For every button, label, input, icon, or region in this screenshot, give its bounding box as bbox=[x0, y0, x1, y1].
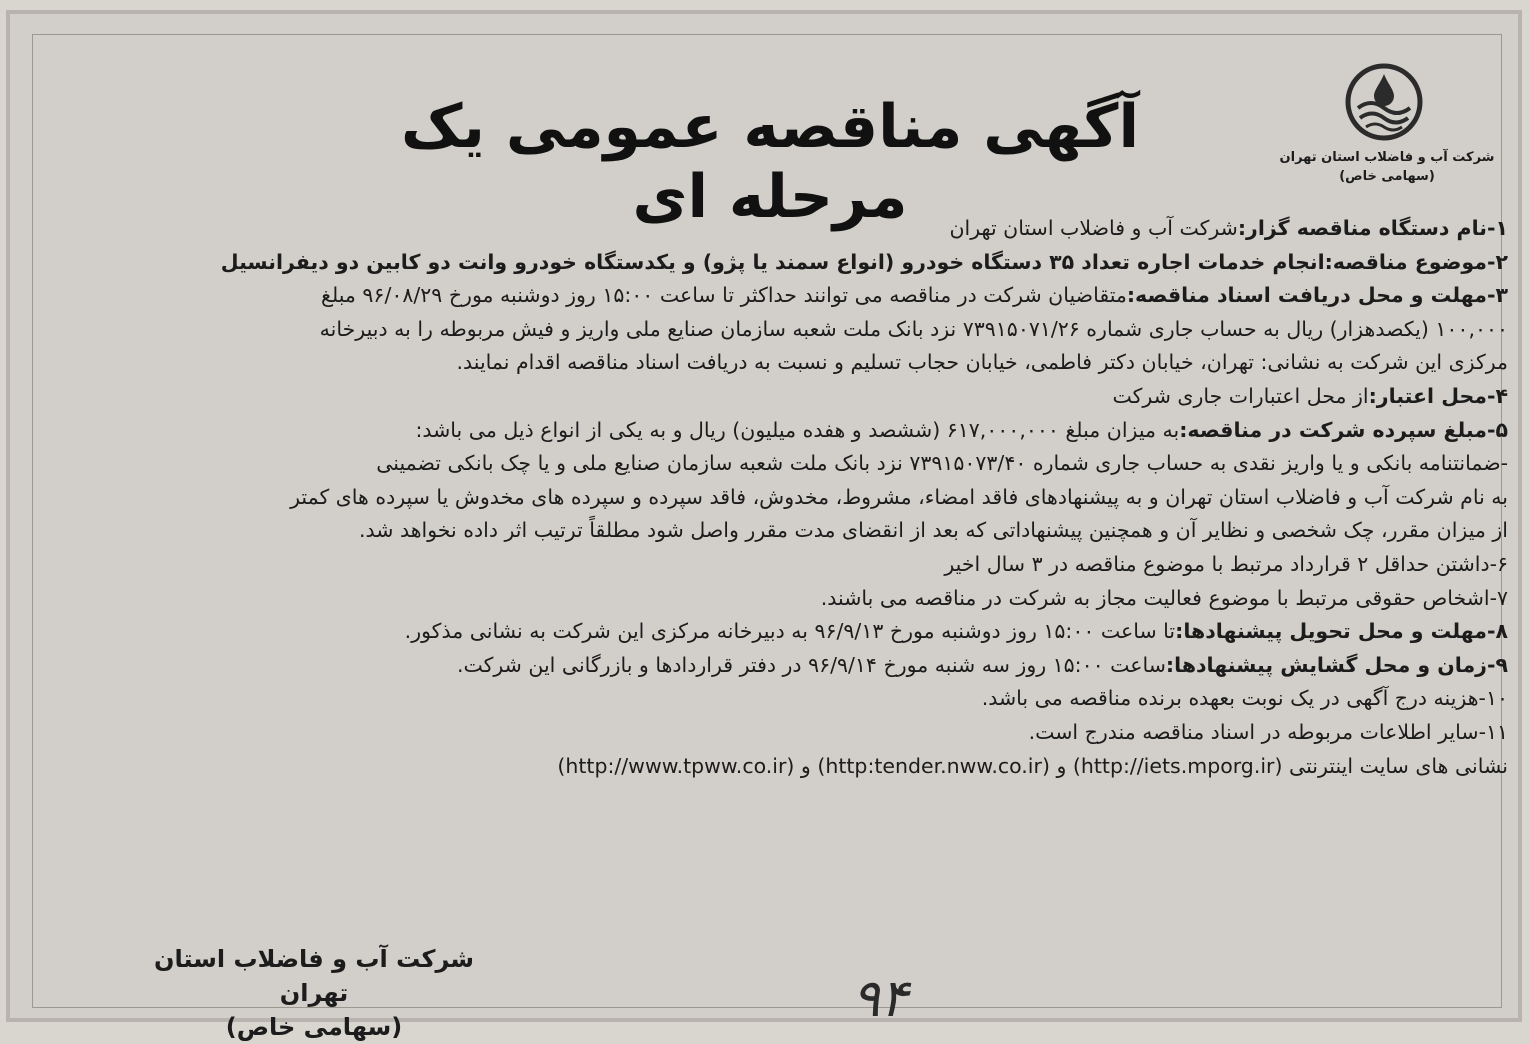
newspaper-clipping bbox=[6, 10, 1522, 1041]
signature-block bbox=[128, 942, 500, 1044]
list-item: ۵-مبلغ سپرده شرکت در مناقصه:به میزان مبلغ ۶۱۷,۰۰۰,۰۰۰ (ششصد و هفده میلیون) ریال و به یکی از انواع ذیل می باشد: bbox=[415, 417, 1508, 442]
logo-company-type: (سهامی خاص) bbox=[1339, 169, 1435, 184]
page-title: آگهی مناقصه عمومی یک مرحله ای bbox=[400, 92, 1140, 232]
list-item: ۲-موضوع مناقصه:انجام خدمات اجاره تعداد ۳۵ دستگاه خودرو (انواع سمند یا پژو) و یکدستگاه خودرو وانت دو کابین دو دیفرانسیل bbox=[220, 249, 1508, 274]
list-item: از میزان مقرر، چک شخصی و نظایر آن و همچنین پیشنهاداتی که بعد از انقضای مدت مقرر واصل شود مطلقاً ترتیب اثر داده نخواهد شد. bbox=[358, 518, 1508, 543]
list-item: ۶-داشتن حداقل ۲ قرارداد مرتبط با موضوع مناقصه در ۳ سال اخیر bbox=[944, 551, 1508, 576]
list-item: -ضمانتنامه بانکی و یا واریز نقدی به حساب جاری شماره ۷۳۹۱۵۰۷۳/۴۰ نزد بانک ملت شعبه سازمان صنایع ملی و یا چک بانکی تضمینی bbox=[376, 451, 1508, 476]
list-item: ۱-نام دستگاه مناقصه گزار:شرکت آب و فاضلاب استان تهران bbox=[949, 216, 1508, 240]
logo-company-name: شرکت آب و فاضلاب استان تهران bbox=[1279, 150, 1495, 165]
handwritten-note bbox=[780, 962, 980, 1032]
list-item: ۱۰۰,۰۰۰ (یکصدهزار) ریال به حساب جاری شماره ۷۳۹۱۵۰۷۱/۲۶ نزد بانک ملت شعبه سازمان صنایع ملی واریز و فیش مربوطه را به دبیرخانه bbox=[319, 316, 1508, 341]
handwritten-number: ۹۴ bbox=[852, 969, 908, 1029]
tender-body bbox=[46, 212, 1508, 783]
website-addresses: نشانی های سایت اینترنتی (http://iets.mporg.ir) و (http:tender.nww.co.ir) و (http://www.tpww.co.ir) bbox=[557, 753, 1508, 778]
logo-caption bbox=[1272, 148, 1502, 186]
water-drop-waves-icon bbox=[1344, 62, 1424, 142]
list-item: ۷-اشخاص حقوقی مرتبط با موضوع فعالیت مجاز به شرکت در مناقصه می باشند. bbox=[820, 585, 1508, 610]
list-item: ۱۱-سایر اطلاعات مربوطه در اسناد مناقصه مندرج است. bbox=[1028, 719, 1508, 744]
list-item: ۳-مهلت و محل دریافت اسناد مناقصه:متقاضیان شرکت در مناقصه می توانند حداکثر تا ساعت ۱۵:۰۰ روز دوشنبه مورخ ۹۶/۰۸/۲۹ مبلغ bbox=[321, 283, 1508, 308]
footer-company-name: شرکت آب و فاضلاب استان تهران bbox=[154, 945, 474, 1007]
footer-company-type: (سهامی خاص) bbox=[225, 1013, 403, 1041]
list-item: ۸-مهلت و محل تحویل پیشنهادها:تا ساعت ۱۵:۰۰ روز دوشنبه مورخ ۹۶/۹/۱۳ به دبیرخانه مرکزی این شرکت به نشانی مذکور. bbox=[404, 619, 1508, 644]
list-item: مرکزی این شرکت به نشانی: تهران، خیابان دکتر فاطمی، خیابان حجاب تسلیم و نسبت به دریافت اسناد مناقصه اقدام نمایند. bbox=[456, 350, 1508, 375]
list-item: به نام شرکت آب و فاضلاب استان تهران و به پیشنهادهای فاقد امضاء، مشروط، مخدوش، فاقد سپرده و سپرده های مخدوش یا سپرده های کمتر bbox=[290, 484, 1508, 509]
company-logo-block bbox=[1272, 62, 1502, 212]
list-item: ۹-زمان و محل گشایش پیشنهادها:ساعت ۱۵:۰۰ روز سه شنبه مورخ ۹۶/۹/۱۴ در دفتر قراردادها و بازرگانی این شرکت. bbox=[456, 652, 1508, 677]
list-item: ۱۰-هزینه درج آگهی در یک نوبت بعهده برنده مناقصه می باشد. bbox=[981, 686, 1508, 711]
list-item: ۴-محل اعتبار:از محل اعتبارات جاری شرکت bbox=[1112, 383, 1508, 408]
